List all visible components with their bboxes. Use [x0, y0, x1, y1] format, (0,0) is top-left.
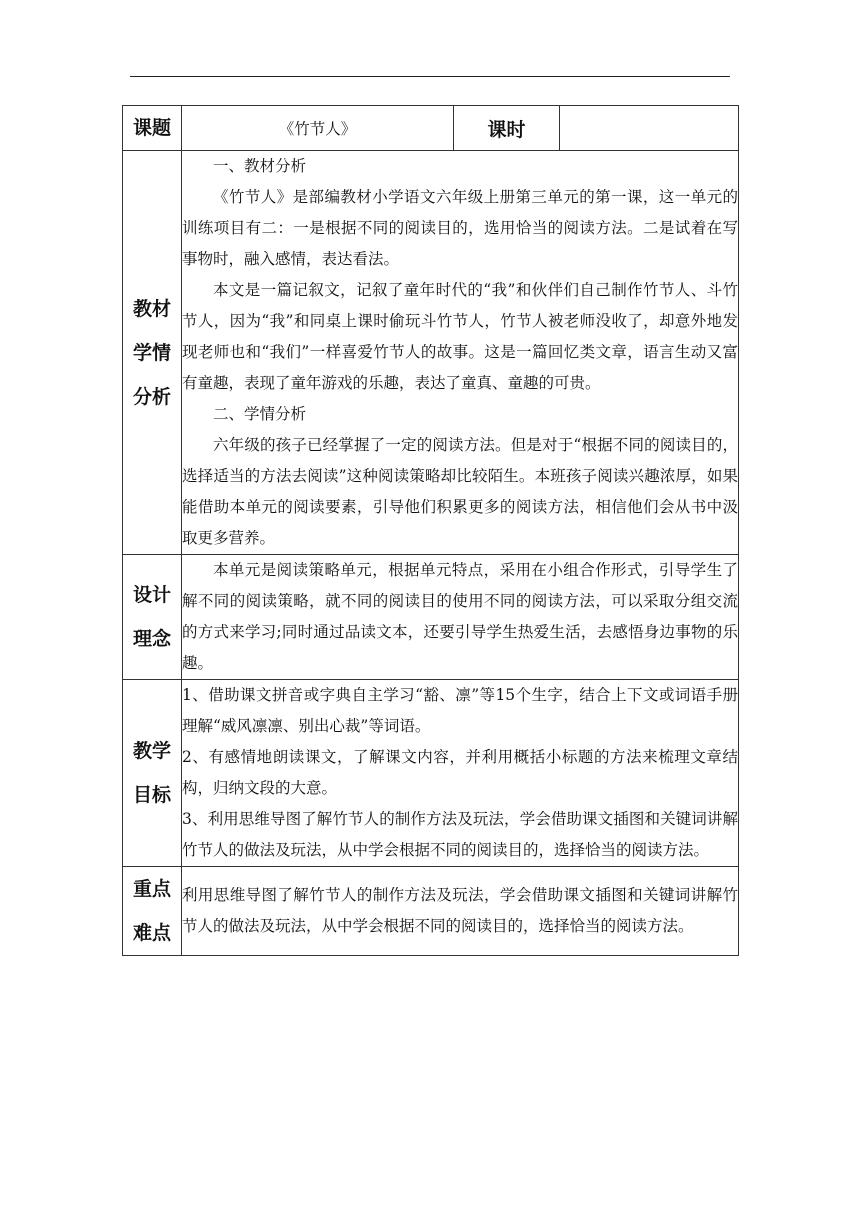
period-value: [560, 106, 739, 151]
table-row-topic: [123, 106, 739, 151]
goals-label: [123, 680, 182, 867]
analysis-label-line: 学情: [132, 341, 171, 364]
table-row-key-points: [123, 867, 739, 956]
key-points-label-line: 难点: [132, 922, 171, 944]
analysis-content: [182, 151, 739, 555]
table-row-goals: [123, 680, 739, 867]
period-label: 课时: [454, 106, 560, 151]
concept-content: [182, 555, 739, 680]
table-row-analysis: [123, 151, 739, 555]
topic-value: 《竹节人》: [182, 106, 454, 151]
key-points-label-line: 重点: [132, 878, 171, 900]
goals-label-line: 目标: [132, 784, 171, 806]
analysis-heading-1: 一、教材分析: [213, 157, 307, 175]
concept-label-line: 理念: [132, 628, 171, 650]
analysis-paragraph-1: 《竹节人》是部编教材小学语文六年级上册第三单元的第一课，这一单元的训练项目有二：一是根据不同的阅读目的，选用恰当的阅读方法。二是试着在写事物时，融入感情，表达看法。: [182, 188, 738, 268]
concept-paragraph: 本单元是阅读策略单元，根据单元特点，采用在小组合作形式，引导学生了解不同的阅读策略，就不同的阅读目的使用不同的阅读方法，可以采取分组交流的方式来学习;同时通过品读文本，还要引导学生热爱生活，去感悟身边事物的乐趣。: [182, 561, 738, 672]
key-points-content: [182, 867, 739, 956]
concept-label: [123, 555, 182, 680]
analysis-label: [123, 151, 182, 555]
header-rule: [130, 76, 730, 77]
goals-label-line: 教学: [132, 740, 171, 762]
goal-item: 1、借助课文拼音或字典自主学习“豁、凛”等15个生字，结合上下文或词语手册理解“威风凛凛、别出心裁”等词语。: [182, 686, 738, 735]
topic-label: 课题: [123, 106, 182, 151]
analysis-label-line: 分析: [132, 385, 171, 408]
goals-content: [182, 680, 739, 867]
key-points-label: [123, 867, 182, 956]
lesson-plan-table: [122, 105, 739, 956]
goal-item: 2、有感情地朗读课文，了解课文内容，并利用概括小标题的方法来梳理文章结构，归纳文段的大意。: [182, 748, 738, 797]
table-row-concept: [123, 555, 739, 680]
key-points-paragraph: 利用思维导图了解竹节人的制作方法及玩法，学会借助课文插图和关键词讲解竹节人的做法及玩法，从中学会根据不同的阅读目的，选择恰当的阅读方法。: [182, 886, 738, 935]
analysis-paragraph-2: 本文是一篇记叙文，记叙了童年时代的“我”和伙伴们自己制作竹节人、斗竹节人，因为“我”和同桌上课时偷玩斗竹节人，竹节人被老师没收了，却意外地发现老师也和“我们”一样喜爱竹节人的故事。这是一篇回忆类文章，语言生动又富有童趣，表现了童年游戏的乐趣，表达了童真、童趣的可贵。: [182, 281, 738, 392]
goal-item: 3、利用思维导图了解竹节人的制作方法及玩法，学会借助课文插图和关键词讲解竹节人的做法及玩法，从中学会根据不同的阅读目的，选择恰当的阅读方法。: [182, 810, 738, 859]
analysis-paragraph-3: 六年级的孩子已经掌握了一定的阅读方法。但是对于“根据不同的阅读目的，选择适当的方法去阅读”这种阅读策略却比较陌生。本班孩子阅读兴趣浓厚，如果能借助本单元的阅读要素，引导他们积累更多的阅读方法，相信他们会从书中汲取更多营养。: [182, 436, 738, 547]
analysis-label-line: 教材: [132, 297, 171, 320]
analysis-heading-2: 二、学情分析: [213, 405, 307, 423]
concept-label-line: 设计: [132, 584, 171, 606]
